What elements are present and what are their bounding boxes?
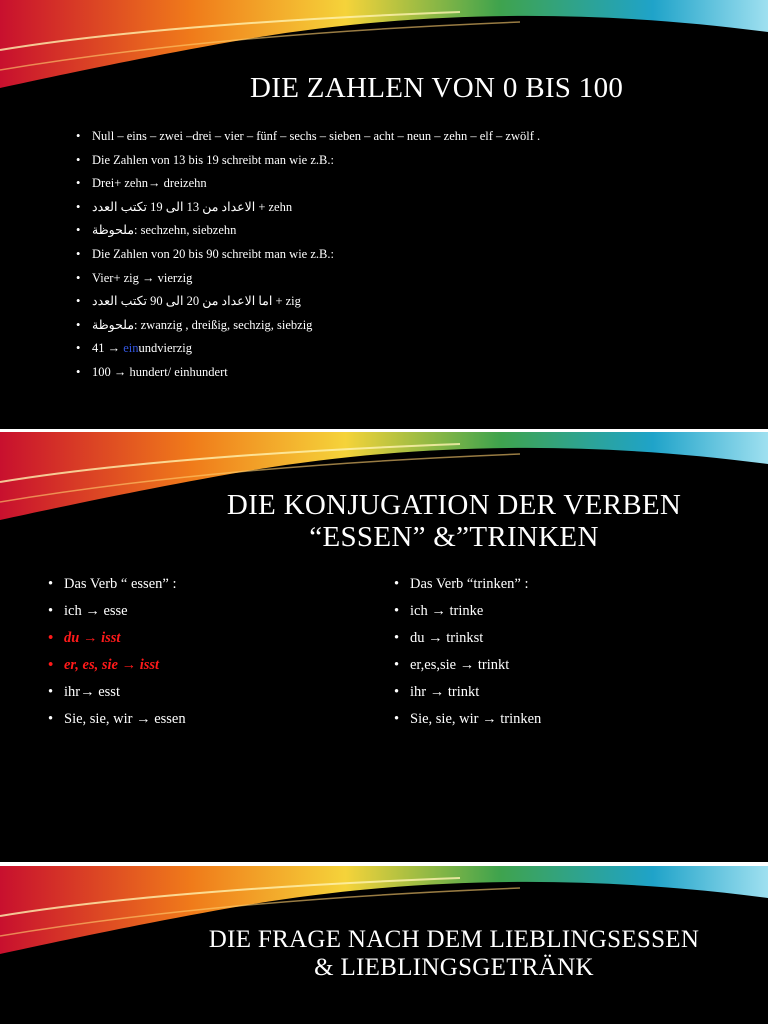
slide-favorite xyxy=(0,866,768,1024)
slide-conjugation xyxy=(0,432,768,862)
list-heading: • Das Verb “trinken” : xyxy=(394,574,541,601)
list-item: • Die Zahlen von 20 bis 90 schreibt man wie z.B.: xyxy=(76,244,540,268)
list-heading: • Das Verb “ essen” : xyxy=(48,574,186,601)
list-item-highlight: • er, es, sie → isst xyxy=(48,655,186,682)
highlight-text: ein xyxy=(123,341,139,356)
title-line: & LIEBLINGSGETRÄNK xyxy=(314,954,594,981)
list-item: • ملحوظة: zwanzig , dreißig, sechzig, siebzig xyxy=(76,315,540,339)
list-item: • ihr → trinkt xyxy=(394,682,541,709)
list-item: • Sie, sie, wir → trinken xyxy=(394,709,541,736)
list-item xyxy=(76,338,540,362)
list-item: • ich → trinke xyxy=(394,601,541,628)
list-item: • du → trinkst xyxy=(394,628,541,655)
list-item: • اما الاعداد من 20 الى 90 تكتب العدد + zig xyxy=(76,291,540,315)
list-item: • Null – eins – zwei –drei – vier – fünf – sechs – sieben – acht – neun – zehn – elf – zwölf . xyxy=(76,126,540,150)
list-item: • ihr→ esst xyxy=(48,682,186,709)
list-item: • Die Zahlen von 13 bis 19 schreibt man wie z.B.: xyxy=(76,150,540,174)
slide-title: DIE ZAHLEN VON 0 BIS 100 xyxy=(250,72,624,104)
list-item: • Vier+ zig → vierzig xyxy=(76,268,540,292)
list-item: • الاعداد من 13 الى 19 تكتب العدد + zehn xyxy=(76,197,540,221)
slide-title xyxy=(150,489,758,554)
list-item-highlight: • du → isst xyxy=(48,628,186,655)
title-line: DIE KONJUGATION DER VERBEN xyxy=(226,489,682,521)
slide-numbers xyxy=(0,0,768,429)
trinken-column xyxy=(394,574,541,736)
list-item: • ich → esse xyxy=(48,601,186,628)
text: 41 → xyxy=(92,341,124,356)
slide-title xyxy=(150,926,758,982)
title-line: “ESSEN” &”TRINKEN xyxy=(309,521,599,554)
essen-column xyxy=(48,574,186,736)
list-item: • 100 → hundert/ einhundert xyxy=(76,362,540,386)
text: undvierzig xyxy=(138,341,192,356)
list-item: • Sie, sie, wir → essen xyxy=(48,709,186,736)
list-item: • er,es,sie → trinkt xyxy=(394,655,541,682)
numbers-list xyxy=(76,126,540,386)
list-item: • ملحوظة: sechzehn, siebzehn xyxy=(76,220,540,244)
list-item: • Drei+ zehn→ dreizehn xyxy=(76,173,540,197)
title-line: DIE FRAGE NACH DEM LIEBLINGSESSEN xyxy=(208,926,700,953)
